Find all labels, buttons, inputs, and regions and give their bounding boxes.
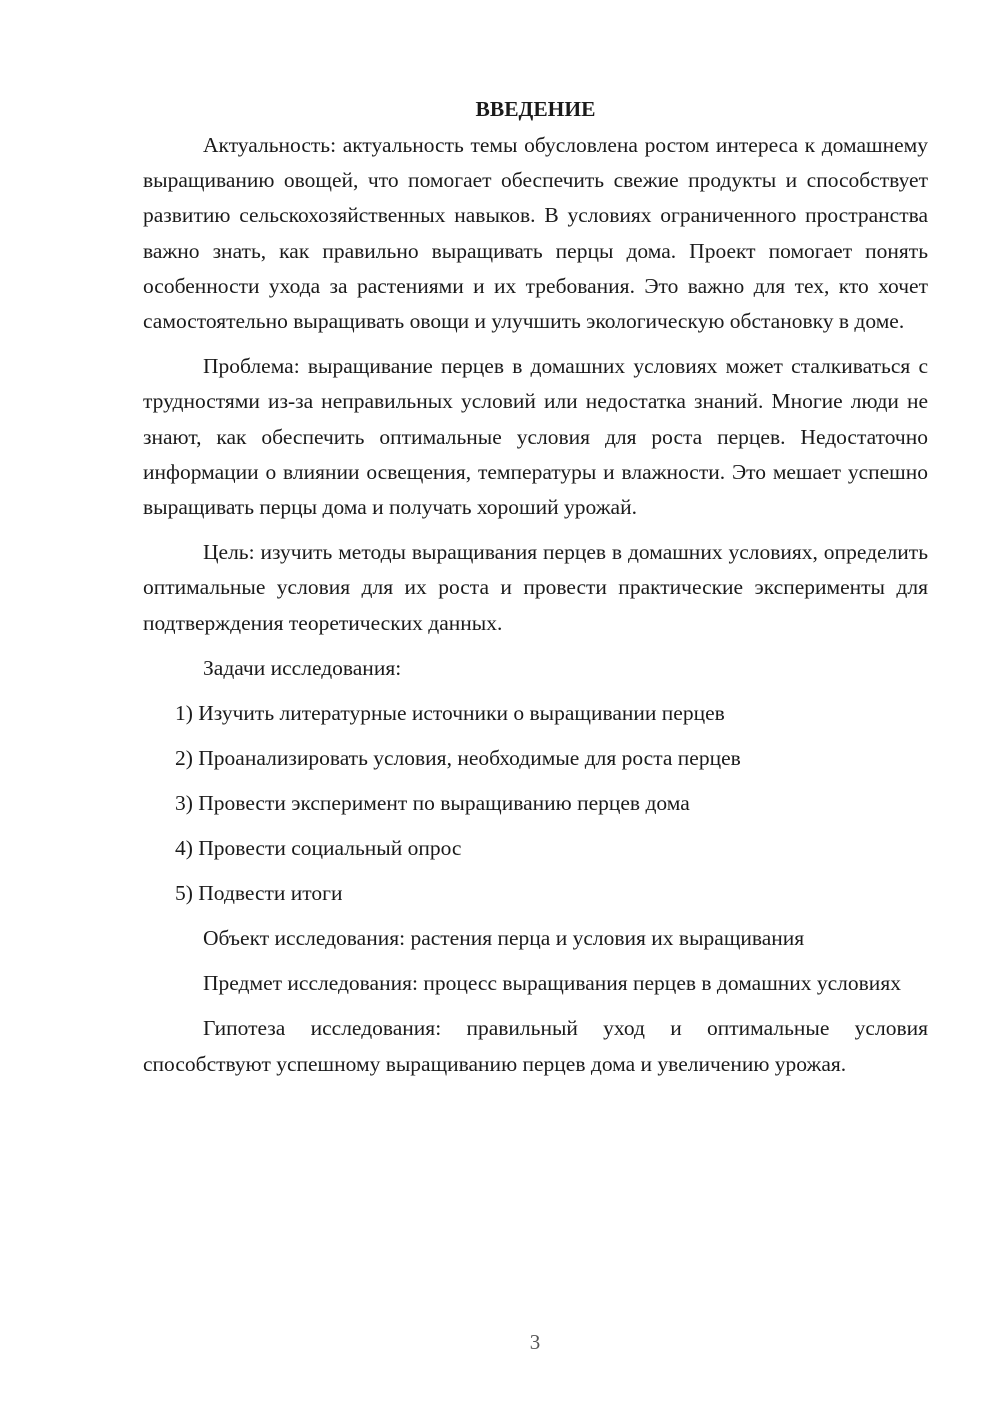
task-list	[143, 696, 928, 911]
page-content	[143, 92, 928, 1092]
problem-paragraph: Проблема: выращивание перцев в домашних условиях может сталкиваться с трудностями из-за неправильных условий или недостатка знаний. Многие люди не знают, как обеспечить оптимальные условия для роста перцев. Недостаточно информации о влиянии освещения, температуры и влажности. Это мешает успешно выращивать перцы дома и получать хороший урожай.	[143, 354, 928, 520]
task-item-4: 4) Провести социальный опрос	[175, 836, 462, 861]
task-item-3: 3) Провести эксперимент по выращиванию перцев дома	[175, 791, 690, 816]
task-item-1: 1) Изучить литературные источники о выращивании перцев	[175, 701, 725, 726]
tasks-title: Задачи исследования:	[203, 655, 402, 680]
task-item-5: 5) Подвести итоги	[175, 881, 343, 906]
subject-paragraph: Предмет исследования: процесс выращивания перцев в домашних условиях	[203, 971, 901, 996]
goal-paragraph: Цель: изучить методы выращивания перцев в домашних условиях, определить оптимальные условия для их роста и провести практические эксперименты для подтверждения теоретических данных.	[143, 540, 928, 635]
hypothesis-paragraph: Гипотеза исследования: правильный уход и оптимальные условия способствуют успешному выращиванию перцев дома и увеличению урожая.	[143, 1016, 928, 1076]
page-number: 3	[529, 1330, 541, 1354]
section-heading: ВВЕДЕНИЕ	[475, 97, 596, 121]
relevance-paragraph: Актуальность: актуальность темы обусловлена ростом интереса к домашнему выращиванию овощей, что помогает обеспечить свежие продукты и способствует развитию сельскохозяйственных навыков. В условиях ограниченного пространства важно знать, как правильно выращивать перцы дома. Проект помогает понять особенности ухода за растениями и их требования. Это важно для тех, кто хочет самостоятельно выращивать овощи и улучшить экологическую обстановку в доме.	[143, 133, 928, 334]
task-item-2: 2) Проанализировать условия, необходимые для роста перцев	[175, 746, 741, 771]
object-paragraph: Объект исследования: растения перца и условия их выращивания	[203, 926, 805, 951]
